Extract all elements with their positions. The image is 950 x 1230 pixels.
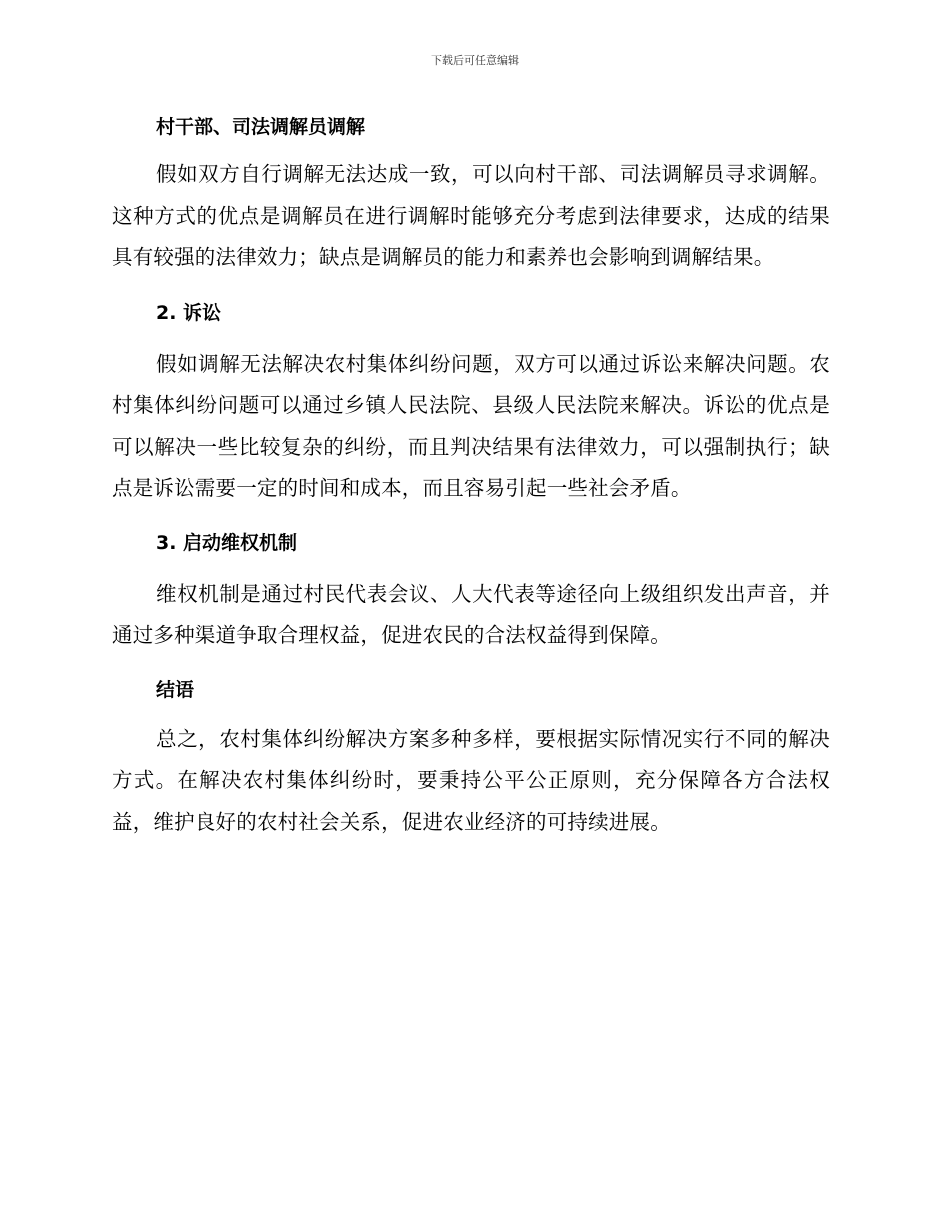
section-paragraph-litigation: 假如调解无法解决农村集体纠纷问题，双方可以通过诉讼来解决问题。农村集体纠纷问题可以通过乡镇人民法院、县级人民法院来解决。诉讼的优点是可以解决一些比较复杂的纠纷，而且判决结果有法律效力，可以强制执行；缺点是诉讼需要一定的时间和成本，而且容易引起一些社会矛盾。 <box>112 351 830 500</box>
section-heading-conclusion: 结语 <box>156 678 195 701</box>
section-heading-rights-mechanism: 3. 启动维权机制 <box>156 531 298 554</box>
section-heading-mediation: 村干部、司法调解员调解 <box>156 116 366 138</box>
section-paragraph-rights-mechanism: 维权机制是通过村民代表会议、人大代表等途径向上级组织发出声音，并通过多种渠道争取合理权益，促进农民的合法权益得到保障。 <box>112 581 830 647</box>
section-heading-litigation: 2. 诉讼 <box>156 301 222 324</box>
page-header: 下载后可任意编辑 <box>431 54 519 67</box>
document-body <box>112 112 830 843</box>
section-paragraph-conclusion: 总之，农村集体纠纷解决方案多种多样，要根据实际情况实行不同的解决方式。在解决农村集体纠纷时，要秉持公平公正原则，充分保障各方合法权益，维护良好的农村社会关系，促进农业经济的可持续进展。 <box>112 726 830 834</box>
section-paragraph-mediation: 假如双方自行调解无法达成一致，可以向村干部、司法调解员寻求调解。这种方式的优点是调解员在进行调解时能够充分考虑到法律要求，达成的结果具有较强的法律效力；缺点是调解员的能力和素养也会影响到调解结果。 <box>112 162 830 269</box>
